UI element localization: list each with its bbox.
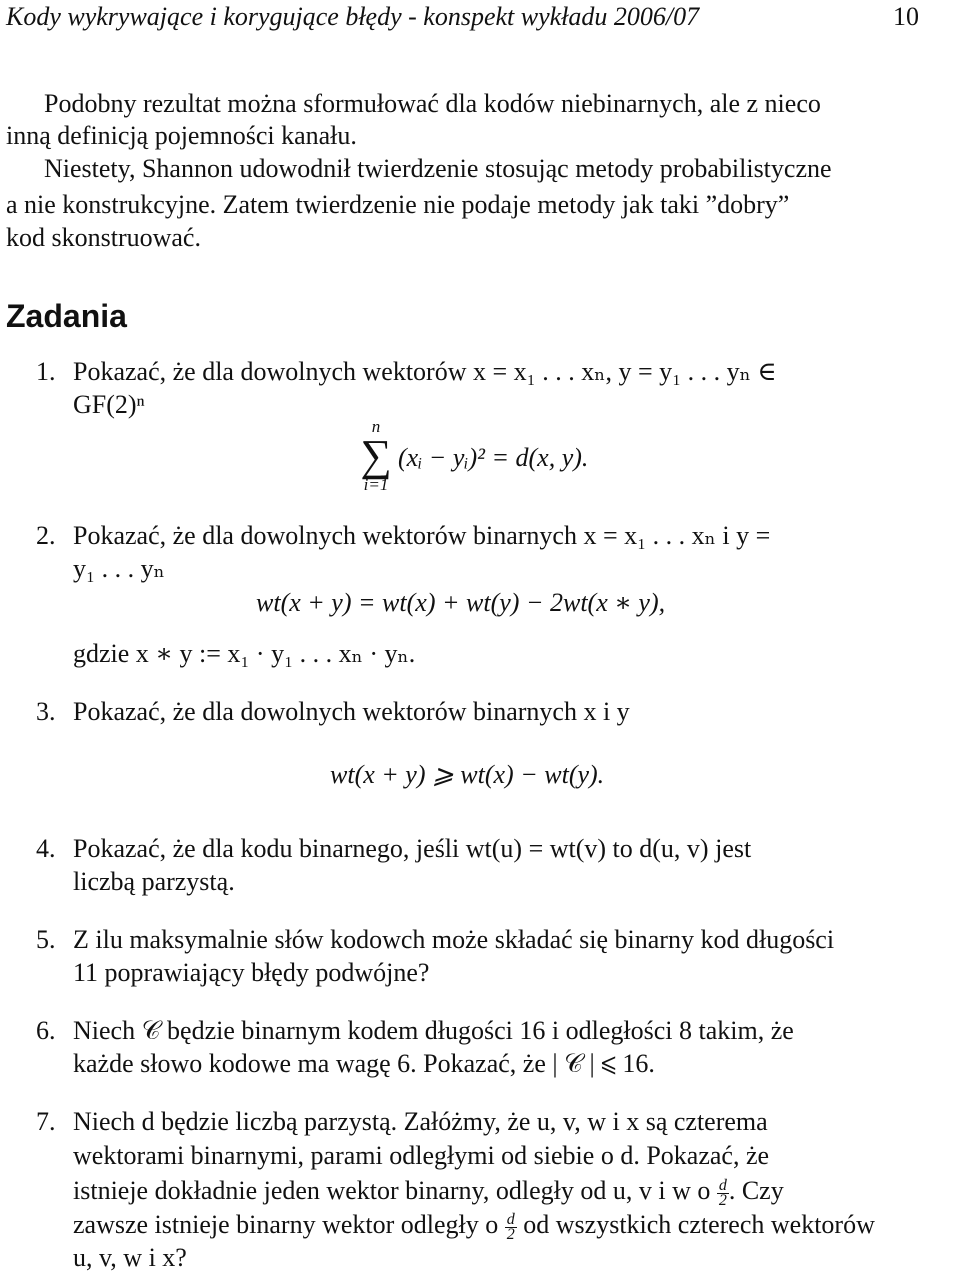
task-6-number: 6. (36, 1016, 56, 1045)
task-6-line2: każde słowo kodowe ma wagę 6. Pokazać, że | 𝒞 | ⩽ 16. (73, 1049, 655, 1078)
task-7-line4-tail: od wszystkich czterech wektorów (523, 1210, 875, 1239)
task-7-line3-tail: . Czy (728, 1176, 784, 1205)
task-5-number: 5. (36, 925, 56, 954)
page-number: 10 (893, 2, 919, 31)
task-1-equation: (xᵢ − yᵢ)² = d(x, y). (398, 443, 589, 472)
task-2-line2: y₁ . . . yₙ (73, 554, 165, 583)
task-4-number: 4. (36, 834, 56, 863)
task-3-line1: Pokazać, że dla dowolnych wektorów binarnych x i y (73, 697, 630, 726)
task-1-line2: GF(2)ⁿ (73, 390, 145, 419)
task-7-line5: u, v, w i x? (73, 1243, 187, 1272)
task-2-equation: wt(x + y) = wt(x) + wt(y) − 2wt(x ∗ y), (256, 588, 666, 617)
running-header: Kody wykrywające i korygujące błędy - konspekt wykładu 2006/07 (6, 2, 700, 31)
task-4-line1: Pokazać, że dla kodu binarnego, jeśli wt(u) = wt(v) to d(u, v) jest (73, 834, 752, 863)
sum-upper-limit: n (371, 417, 381, 436)
task-7-line3 (73, 1175, 784, 1208)
task-1-line1: Pokazać, że dla dowolnych wektorów x = x₁ . . . xₙ, y = y₁ . . . yₙ ∈ (73, 357, 777, 386)
fraction-denominator: 2 (718, 1191, 727, 1209)
task-2-number: 2. (36, 521, 56, 550)
fraction-d-over-2 (717, 1176, 729, 1209)
task-4-line2: liczbą parzystą. (73, 867, 235, 896)
intro-p2-line2: a nie konstrukcyjne. Zatem twierdzenie nie podaje metody jak taki ”dobry” (6, 190, 790, 219)
intro-p1-line1: Podobny rezultat można sformułować dla kodów niebinarnych, ale z nieco (44, 89, 821, 118)
fraction-denominator: 2 (506, 1225, 515, 1243)
task-5-line1: Z ilu maksymalnie słów kodowch może składać się binarny kod długości (73, 925, 835, 954)
section-title: Zadania (6, 298, 127, 334)
task-2-line3: gdzie x ∗ y := x₁ · y₁ . . . xₙ · yₙ. (73, 639, 416, 668)
task-6-line1: Niech 𝒞 będzie binarnym kodem długości 16 i odległości 8 takim, że (73, 1016, 794, 1045)
task-7-number: 7. (36, 1107, 56, 1136)
fraction-numerator: d (506, 1210, 515, 1228)
task-1-number: 1. (36, 357, 56, 386)
fraction-d-over-2-second (505, 1210, 517, 1243)
task-5-line2: 11 poprawiający błędy podwójne? (73, 958, 430, 987)
task-7-line3-text: istnieje dokładnie jeden wektor binarny, odległy od u, v i w o (73, 1176, 711, 1205)
task-7-line4-text: zawsze istnieje binarny wektor odległy o (73, 1210, 499, 1239)
fraction-numerator: d (718, 1176, 727, 1194)
task-7-line4 (73, 1209, 875, 1242)
intro-p1-line2: inną definicją pojemności kanału. (6, 121, 357, 150)
task-3-equation: wt(x + y) ⩾ wt(x) − wt(y). (330, 760, 605, 789)
task-7-line1: Niech d będzie liczbą parzystą. Załóżmy, że u, v, w i x są czterema (73, 1107, 768, 1136)
task-7-line2: wektorami binarnymi, parami odległymi od siebie o d. Pokazać, że (73, 1141, 770, 1170)
sigma-symbol: ∑ (360, 431, 392, 480)
task-3-number: 3. (36, 697, 56, 726)
intro-p2-line3: kod skonstruować. (6, 223, 201, 252)
task-1-sum (354, 418, 398, 494)
intro-p2-line1: Niestety, Shannon udowodnił twierdzenie stosując metody probabilistyczne (44, 154, 832, 183)
sum-lower-limit: i=1 (363, 475, 389, 494)
task-2-line1: Pokazać, że dla dowolnych wektorów binarnych x = x₁ . . . xₙ i y = (73, 521, 771, 550)
